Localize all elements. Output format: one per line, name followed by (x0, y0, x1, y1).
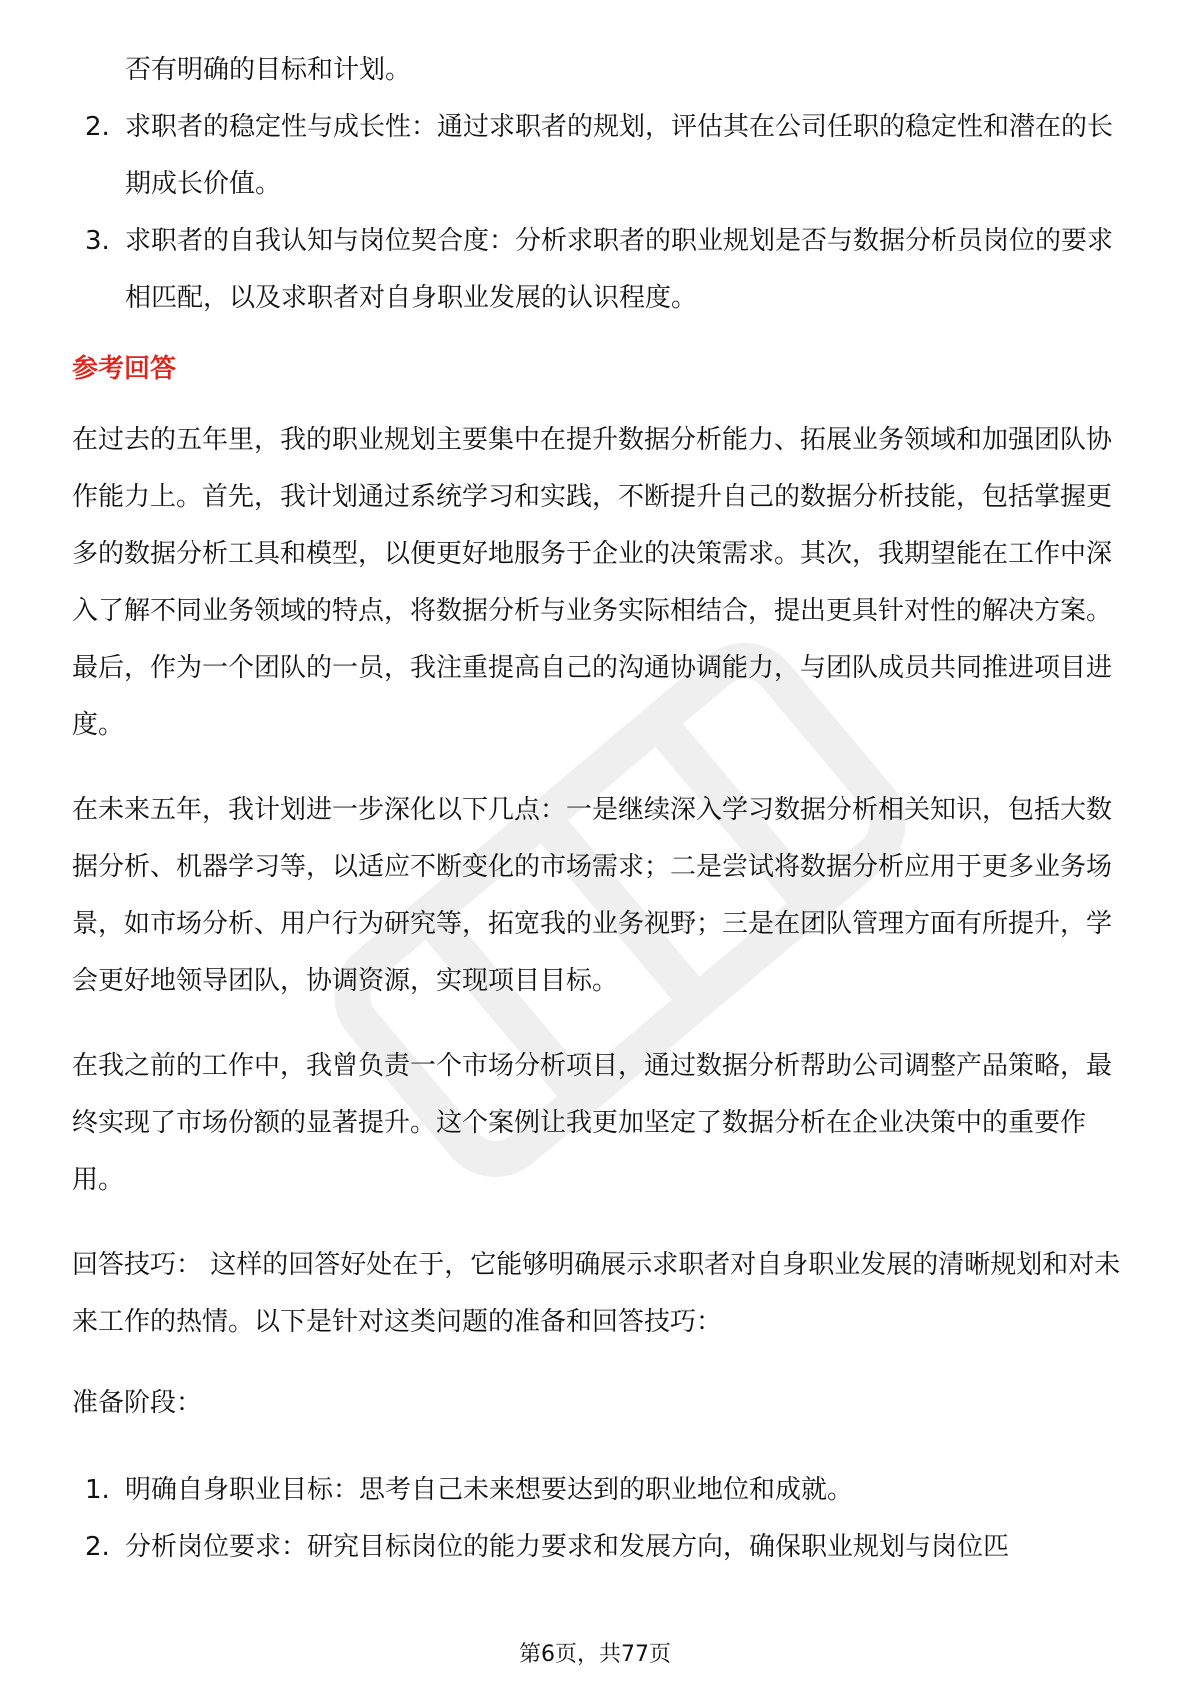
list-item-number: 2. (85, 1532, 110, 1562)
list-item-number: 1. (85, 1475, 110, 1505)
list-item-text: 求职者的稳定性与成长性：通过求职者的规划，评估其在公司任职的稳定性和潜在的长期成长价值。 (125, 112, 1114, 199)
list-item-number: 2. (85, 112, 110, 142)
answer-paragraph: 在未来五年，我计划进一步深化以下几点：一是继续深入学习数据分析相关知识，包括大数据分析、机器学习等，以适应不断变化的市场需求；二是尝试将数据分析应用于更多业务场景，如市场分析、用户行为研究等，拓宽我的业务视野；三是在团队管理方面有所提升，学会更好地领导团队，协调资源，实现项目目标。 (72, 795, 1113, 996)
document-content (72, 42, 1122, 1576)
list-item (72, 1462, 1122, 1519)
list-item-number: 3. (85, 226, 110, 256)
evaluation-points-list (72, 99, 1122, 327)
list-item-text: 求职者的自我认知与岗位契合度：分析求职者的职业规划是否与数据分析员岗位的要求相匹配，以及求职者对自身职业发展的认识程度。 (125, 226, 1114, 313)
answer-tips-paragraph: 回答技巧： 这样的回答好处在于，它能够明确展示求职者对自身职业发展的清晰规划和对未来工作的热情。以下是针对这类问题的准备和回答技巧： (72, 1250, 1121, 1337)
list-item (72, 213, 1122, 327)
list-item-text: 明确自身职业目标：思考自己未来想要达到的职业地位和成就。 (125, 1475, 854, 1505)
answer-paragraph: 在我之前的工作中，我曾负责一个市场分析项目，通过数据分析帮助公司调整产品策略，最终实现了市场份额的显著提升。这个案例让我更加坚定了数据分析在企业决策中的重要作用。 (72, 1051, 1113, 1195)
answer-paragraph: 在过去的五年里，我的职业规划主要集中在提升数据分析能力、拓展业务领域和加强团队协作能力上。首先，我计划通过系统学习和实践，不断提升自己的数据分析技能，包括掌握更多的数据分析工具和模型，以便更好地服务于企业的决策需求。其次，我期望能在工作中深入了解不同业务领域的特点，将数据分析与业务实际相结合，提出更具针对性的解决方案。最后，作为一个团队的一员，我注重提高自己的沟通协调能力，与团队成员共同推进项目进度。 (72, 425, 1113, 740)
list-item-text: 分析岗位要求：研究目标岗位的能力要求和发展方向，确保职业规划与岗位匹 (125, 1532, 1010, 1562)
reference-answer-heading: 参考回答 (72, 354, 177, 384)
list-item (72, 1519, 1122, 1576)
page-number-footer: 第6页，共77页 (519, 1642, 671, 1667)
list-item (72, 99, 1122, 213)
list-item-continuation: 否有明确的目标和计划。 (125, 55, 412, 85)
preparation-heading: 准备阶段： (72, 1388, 203, 1418)
preparation-list (72, 1462, 1122, 1576)
